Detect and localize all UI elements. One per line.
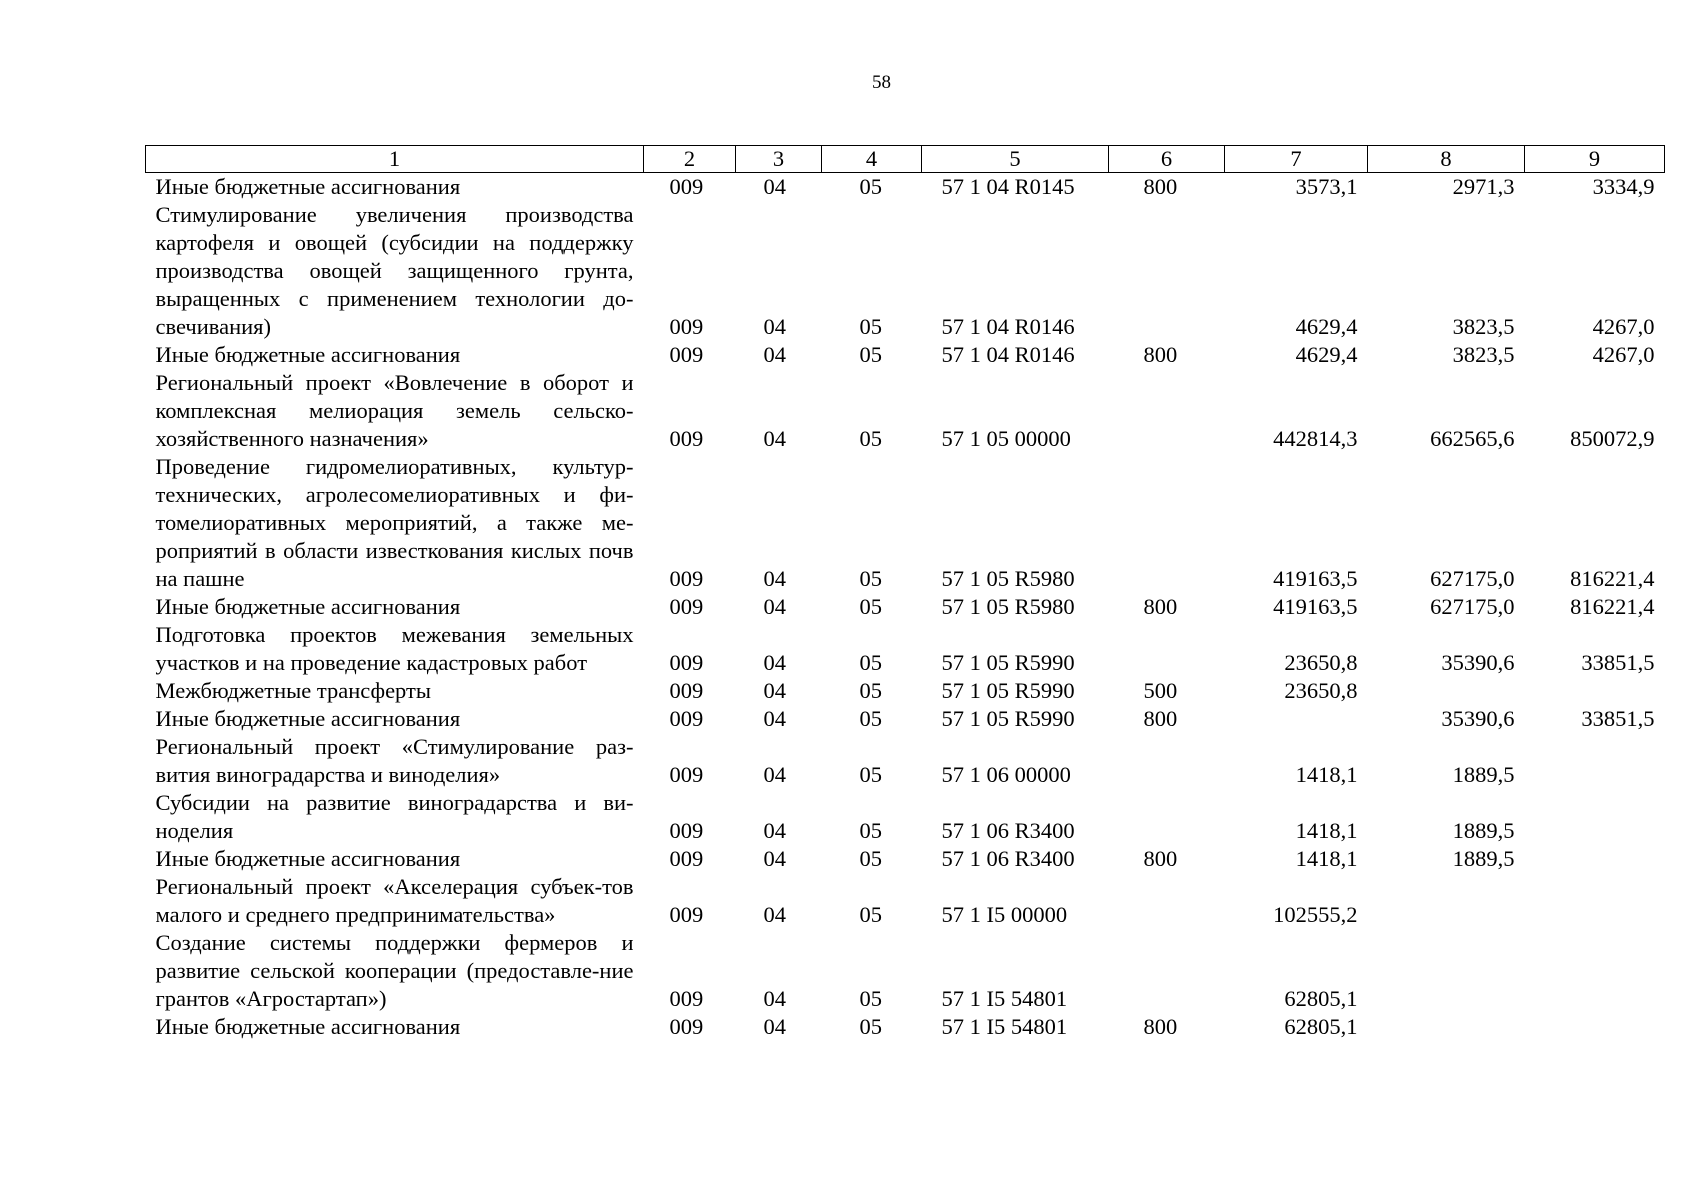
vr-cell (1109, 369, 1225, 453)
value-2023-cell: 33851,5 (1581, 706, 1655, 731)
value-2021-cell: 23650,8 (1284, 650, 1358, 675)
rz-cell: 04 (763, 426, 786, 451)
gr-cell: 009 (669, 342, 704, 367)
name-cell: Иные бюджетные ассигнования (155, 1014, 461, 1039)
value-2022-cell: 1889,5 (1452, 846, 1515, 871)
name-cell: Региональный проект «Акселерация субъек-тов малого и среднего предпринимательства» (155, 874, 634, 927)
vr-cell: 500 (1143, 678, 1178, 703)
rz-cell: 04 (763, 762, 786, 787)
gr-cell: 009 (669, 314, 704, 339)
budget-table (145, 145, 1665, 1041)
value-2021-cell: 1418,1 (1295, 818, 1358, 843)
name-cell: Создание системы поддержки фермеров и развитие сельской кооперации (предоставле-ние грантов «Агростартап») (155, 930, 634, 1011)
table-row (146, 593, 1665, 621)
rz-cell: 04 (763, 566, 786, 591)
value-2023-cell (1525, 733, 1665, 789)
name-cell: Региональный проект «Стимулирование раз-вития виноградарства и виноделия» (155, 734, 634, 787)
gr-cell: 009 (669, 902, 704, 927)
value-2021-cell: 4629,4 (1295, 342, 1358, 367)
table-row (146, 845, 1665, 873)
value-2023-cell: 850072,9 (1570, 426, 1655, 451)
name-cell: Иные бюджетные ассигнования (155, 706, 461, 731)
name-cell: Стимулирование увеличения производства картофеля и овощей (субсидии на поддержку производства овощей защищенного грунта, выращенных с применением технологии до-свечивания) (155, 202, 634, 339)
value-2022-cell (1368, 1013, 1525, 1041)
vr-cell (1109, 201, 1225, 341)
table-header (146, 146, 1665, 173)
header-cell: 9 (1525, 146, 1665, 173)
vr-cell (1109, 733, 1225, 789)
rz-cell: 04 (763, 594, 786, 619)
value-2021-cell: 419163,5 (1273, 566, 1358, 591)
table-row (146, 453, 1665, 593)
rz-cell: 04 (763, 986, 786, 1011)
table-body (146, 173, 1665, 1042)
rz-cell: 04 (763, 174, 786, 199)
table-row (146, 621, 1665, 677)
csr-cell: 57 1 05 R5980 (941, 594, 1075, 619)
pr-cell: 05 (859, 342, 882, 367)
value-2023-cell (1525, 677, 1665, 705)
value-2022-cell: 2971,3 (1452, 174, 1515, 199)
value-2023-cell (1525, 1013, 1665, 1041)
table-row (146, 733, 1665, 789)
header-cell: 2 (644, 146, 736, 173)
name-cell: Проведение гидромелиоративных, культур-технических, агролесомелиоративных и фи-томелиоративных мероприятий, а также ме-роприятий в области известкования кислых почв на пашне (155, 454, 634, 591)
value-2022-cell: 627175,0 (1430, 594, 1515, 619)
rz-cell: 04 (763, 314, 786, 339)
vr-cell: 800 (1143, 1014, 1178, 1039)
csr-cell: 57 1 05 R5980 (941, 566, 1075, 591)
vr-cell (1109, 789, 1225, 845)
gr-cell: 009 (669, 846, 704, 871)
value-2022-cell: 627175,0 (1430, 566, 1515, 591)
header-cell: 5 (922, 146, 1109, 173)
table-row (146, 789, 1665, 845)
name-cell: Подготовка проектов межевания земельных участков и на проведение кадастровых работ (155, 622, 634, 675)
value-2023-cell: 816221,4 (1570, 594, 1655, 619)
value-2022-cell: 3823,5 (1452, 342, 1515, 367)
rz-cell: 04 (763, 678, 786, 703)
value-2022-cell (1368, 873, 1525, 929)
table-row (146, 341, 1665, 369)
name-cell: Межбюджетные трансферты (155, 678, 431, 703)
gr-cell: 009 (669, 174, 704, 199)
rz-cell: 04 (763, 650, 786, 675)
csr-cell: 57 1 06 R3400 (941, 846, 1075, 871)
value-2022-cell: 662565,6 (1430, 426, 1515, 451)
value-2023-cell (1525, 873, 1665, 929)
vr-cell: 800 (1143, 342, 1178, 367)
name-cell: Иные бюджетные ассигнования (155, 594, 461, 619)
csr-cell: 57 1 06 00000 (941, 762, 1071, 787)
pr-cell: 05 (859, 846, 882, 871)
value-2022-cell: 3823,5 (1452, 314, 1515, 339)
value-2021-cell: 1418,1 (1295, 846, 1358, 871)
pr-cell: 05 (859, 650, 882, 675)
table-row (146, 369, 1665, 453)
value-2023-cell (1525, 789, 1665, 845)
vr-cell: 800 (1143, 594, 1178, 619)
value-2021-cell: 23650,8 (1284, 678, 1358, 703)
pr-cell: 05 (859, 902, 882, 927)
value-2023-cell (1525, 845, 1665, 873)
header-cell: 1 (146, 146, 644, 173)
table-row (146, 929, 1665, 1013)
value-2021-cell: 102555,2 (1273, 902, 1358, 927)
vr-cell (1109, 453, 1225, 593)
pr-cell: 05 (859, 986, 882, 1011)
vr-cell: 800 (1143, 846, 1178, 871)
pr-cell: 05 (859, 594, 882, 619)
gr-cell: 009 (669, 594, 704, 619)
csr-cell: 57 1 I5 54801 (941, 1014, 1068, 1039)
gr-cell: 009 (669, 678, 704, 703)
rz-cell: 04 (763, 1014, 786, 1039)
rz-cell: 04 (763, 846, 786, 871)
gr-cell: 009 (669, 706, 704, 731)
value-2021-cell: 442814,3 (1273, 426, 1358, 451)
name-cell: Иные бюджетные ассигнования (155, 174, 461, 199)
csr-cell: 57 1 I5 54801 (941, 986, 1068, 1011)
value-2022-cell (1368, 929, 1525, 1013)
value-2022-cell: 35390,6 (1441, 706, 1515, 731)
pr-cell: 05 (859, 314, 882, 339)
vr-cell (1109, 621, 1225, 677)
gr-cell: 009 (669, 426, 704, 451)
value-2021-cell (1225, 705, 1368, 733)
csr-cell: 57 1 04 R0145 (941, 174, 1075, 199)
gr-cell: 009 (669, 566, 704, 591)
name-cell: Субсидии на развитие виноградарства и ви-ноделия (155, 790, 634, 843)
value-2022-cell: 1889,5 (1452, 762, 1515, 787)
gr-cell: 009 (669, 818, 704, 843)
header-cell: 7 (1225, 146, 1368, 173)
page-number: 58 (872, 72, 891, 93)
header-cell: 4 (822, 146, 922, 173)
value-2022-cell: 1889,5 (1452, 818, 1515, 843)
pr-cell: 05 (859, 762, 882, 787)
rz-cell: 04 (763, 902, 786, 927)
vr-cell: 800 (1143, 706, 1178, 731)
pr-cell: 05 (859, 566, 882, 591)
vr-cell (1109, 929, 1225, 1013)
value-2021-cell: 1418,1 (1295, 762, 1358, 787)
header-cell: 8 (1368, 146, 1525, 173)
rz-cell: 04 (763, 706, 786, 731)
gr-cell: 009 (669, 650, 704, 675)
value-2021-cell: 3573,1 (1295, 174, 1358, 199)
name-cell: Региональный проект «Вовлечение в оборот и комплексная мелиорация земель сельско-хозяйственного назначения» (155, 370, 634, 451)
value-2023-cell: 816221,4 (1570, 566, 1655, 591)
value-2023-cell: 4267,0 (1592, 314, 1655, 339)
csr-cell: 57 1 05 R5990 (941, 650, 1075, 675)
gr-cell: 009 (669, 762, 704, 787)
csr-cell: 57 1 I5 00000 (941, 902, 1068, 927)
csr-cell: 57 1 05 00000 (941, 426, 1071, 451)
header-cell: 6 (1109, 146, 1225, 173)
csr-cell: 57 1 04 R0146 (941, 314, 1075, 339)
value-2023-cell: 4267,0 (1592, 342, 1655, 367)
csr-cell: 57 1 05 R5990 (941, 678, 1075, 703)
rz-cell: 04 (763, 342, 786, 367)
pr-cell: 05 (859, 706, 882, 731)
table-row (146, 201, 1665, 341)
csr-cell: 57 1 06 R3400 (941, 818, 1075, 843)
table-row (146, 1013, 1665, 1041)
gr-cell: 009 (669, 986, 704, 1011)
value-2021-cell: 62805,1 (1284, 1014, 1358, 1039)
value-2021-cell: 62805,1 (1284, 986, 1358, 1011)
pr-cell: 05 (859, 426, 882, 451)
value-2021-cell: 419163,5 (1273, 594, 1358, 619)
gr-cell: 009 (669, 1014, 704, 1039)
header-row (146, 146, 1665, 173)
value-2021-cell: 4629,4 (1295, 314, 1358, 339)
header-cell: 3 (736, 146, 822, 173)
value-2023-cell: 3334,9 (1592, 174, 1655, 199)
table-row (146, 173, 1665, 202)
value-2022-cell (1368, 677, 1525, 705)
csr-cell: 57 1 04 R0146 (941, 342, 1075, 367)
pr-cell: 05 (859, 678, 882, 703)
rz-cell: 04 (763, 818, 786, 843)
value-2023-cell (1525, 929, 1665, 1013)
pr-cell: 05 (859, 1014, 882, 1039)
value-2022-cell: 35390,6 (1441, 650, 1515, 675)
pr-cell: 05 (859, 818, 882, 843)
pr-cell: 05 (859, 174, 882, 199)
csr-cell: 57 1 05 R5990 (941, 706, 1075, 731)
value-2023-cell: 33851,5 (1581, 650, 1655, 675)
table-row (146, 873, 1665, 929)
table-row (146, 705, 1665, 733)
vr-cell (1109, 873, 1225, 929)
vr-cell: 800 (1143, 174, 1178, 199)
name-cell: Иные бюджетные ассигнования (155, 846, 461, 871)
table-row (146, 677, 1665, 705)
name-cell: Иные бюджетные ассигнования (155, 342, 461, 367)
